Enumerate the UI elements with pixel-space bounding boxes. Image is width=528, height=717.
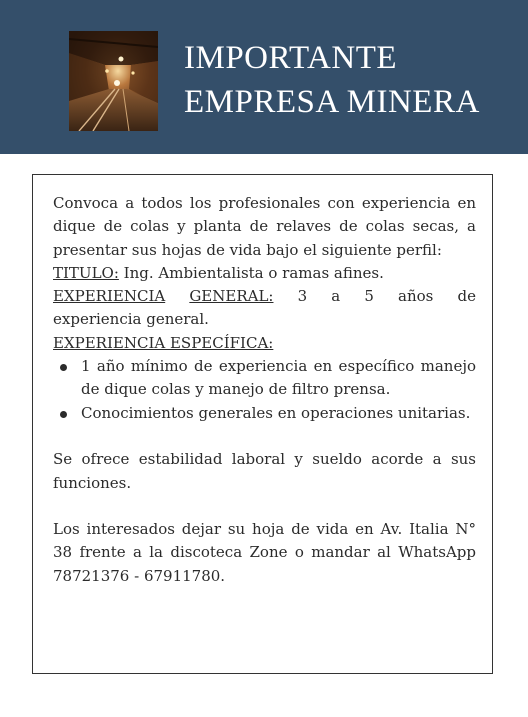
titulo-value: Ing. Ambientalista o ramas afines. [118, 263, 384, 282]
exp-especifica-label: EXPERIENCIA ESPECÍFICA: [53, 333, 274, 352]
spacer [53, 425, 476, 448]
list-item [53, 402, 476, 425]
exp-general-value-5: de [457, 287, 476, 306]
exp-general-continuation: experiencia general. [53, 310, 209, 329]
exp-general-value-4: años [398, 287, 434, 306]
exp-especifica-heading [53, 332, 476, 355]
titulo-label: TITULO: [53, 263, 119, 282]
offer-paragraph: Se ofrece estabilidad laboral y sueldo acorde a sus funciones. [53, 450, 476, 492]
requirement-text: Conocimientos generales en operaciones unitarias. [81, 403, 471, 422]
exp-general-line [53, 285, 476, 308]
exp-general-value-2: a [331, 287, 341, 306]
contact-paragraph: Los interesados dejar su hoja de vida en Av. Italia N° 38 frente a la discoteca Zone o mandar al WhatsApp 78721376 - 67911780. [53, 520, 476, 585]
exp-general-value-1: 3 [297, 287, 308, 306]
bullet-icon [60, 364, 67, 371]
requirement-text: 1 año mínimo de experiencia en específico manejo de dique colas y manejo de filtro prensa. [81, 357, 476, 399]
title-line-1: IMPORTANTE [184, 40, 398, 76]
exp-general-value-3: 5 [364, 287, 374, 306]
mine-tunnel-icon [69, 31, 158, 131]
title-line-2: EMPRESA MINERA [184, 84, 480, 120]
bullet-icon [60, 411, 67, 418]
header-banner [0, 0, 528, 154]
titulo-line [53, 262, 476, 285]
exp-general-label-1: EXPERIENCIA [53, 287, 166, 306]
list-item [53, 355, 476, 402]
spacer [53, 495, 476, 518]
mine-tunnel-image [69, 31, 158, 131]
exp-general-label-2: GENERAL: [189, 287, 274, 306]
requirements-list [53, 355, 476, 425]
intro-paragraph: Convoca a todos los profesionales con experiencia en dique de colas y planta de relaves de colas secas, a presentar sus hojas de vida bajo el siguiente perfil: [53, 194, 476, 259]
announcement-body [53, 192, 476, 588]
